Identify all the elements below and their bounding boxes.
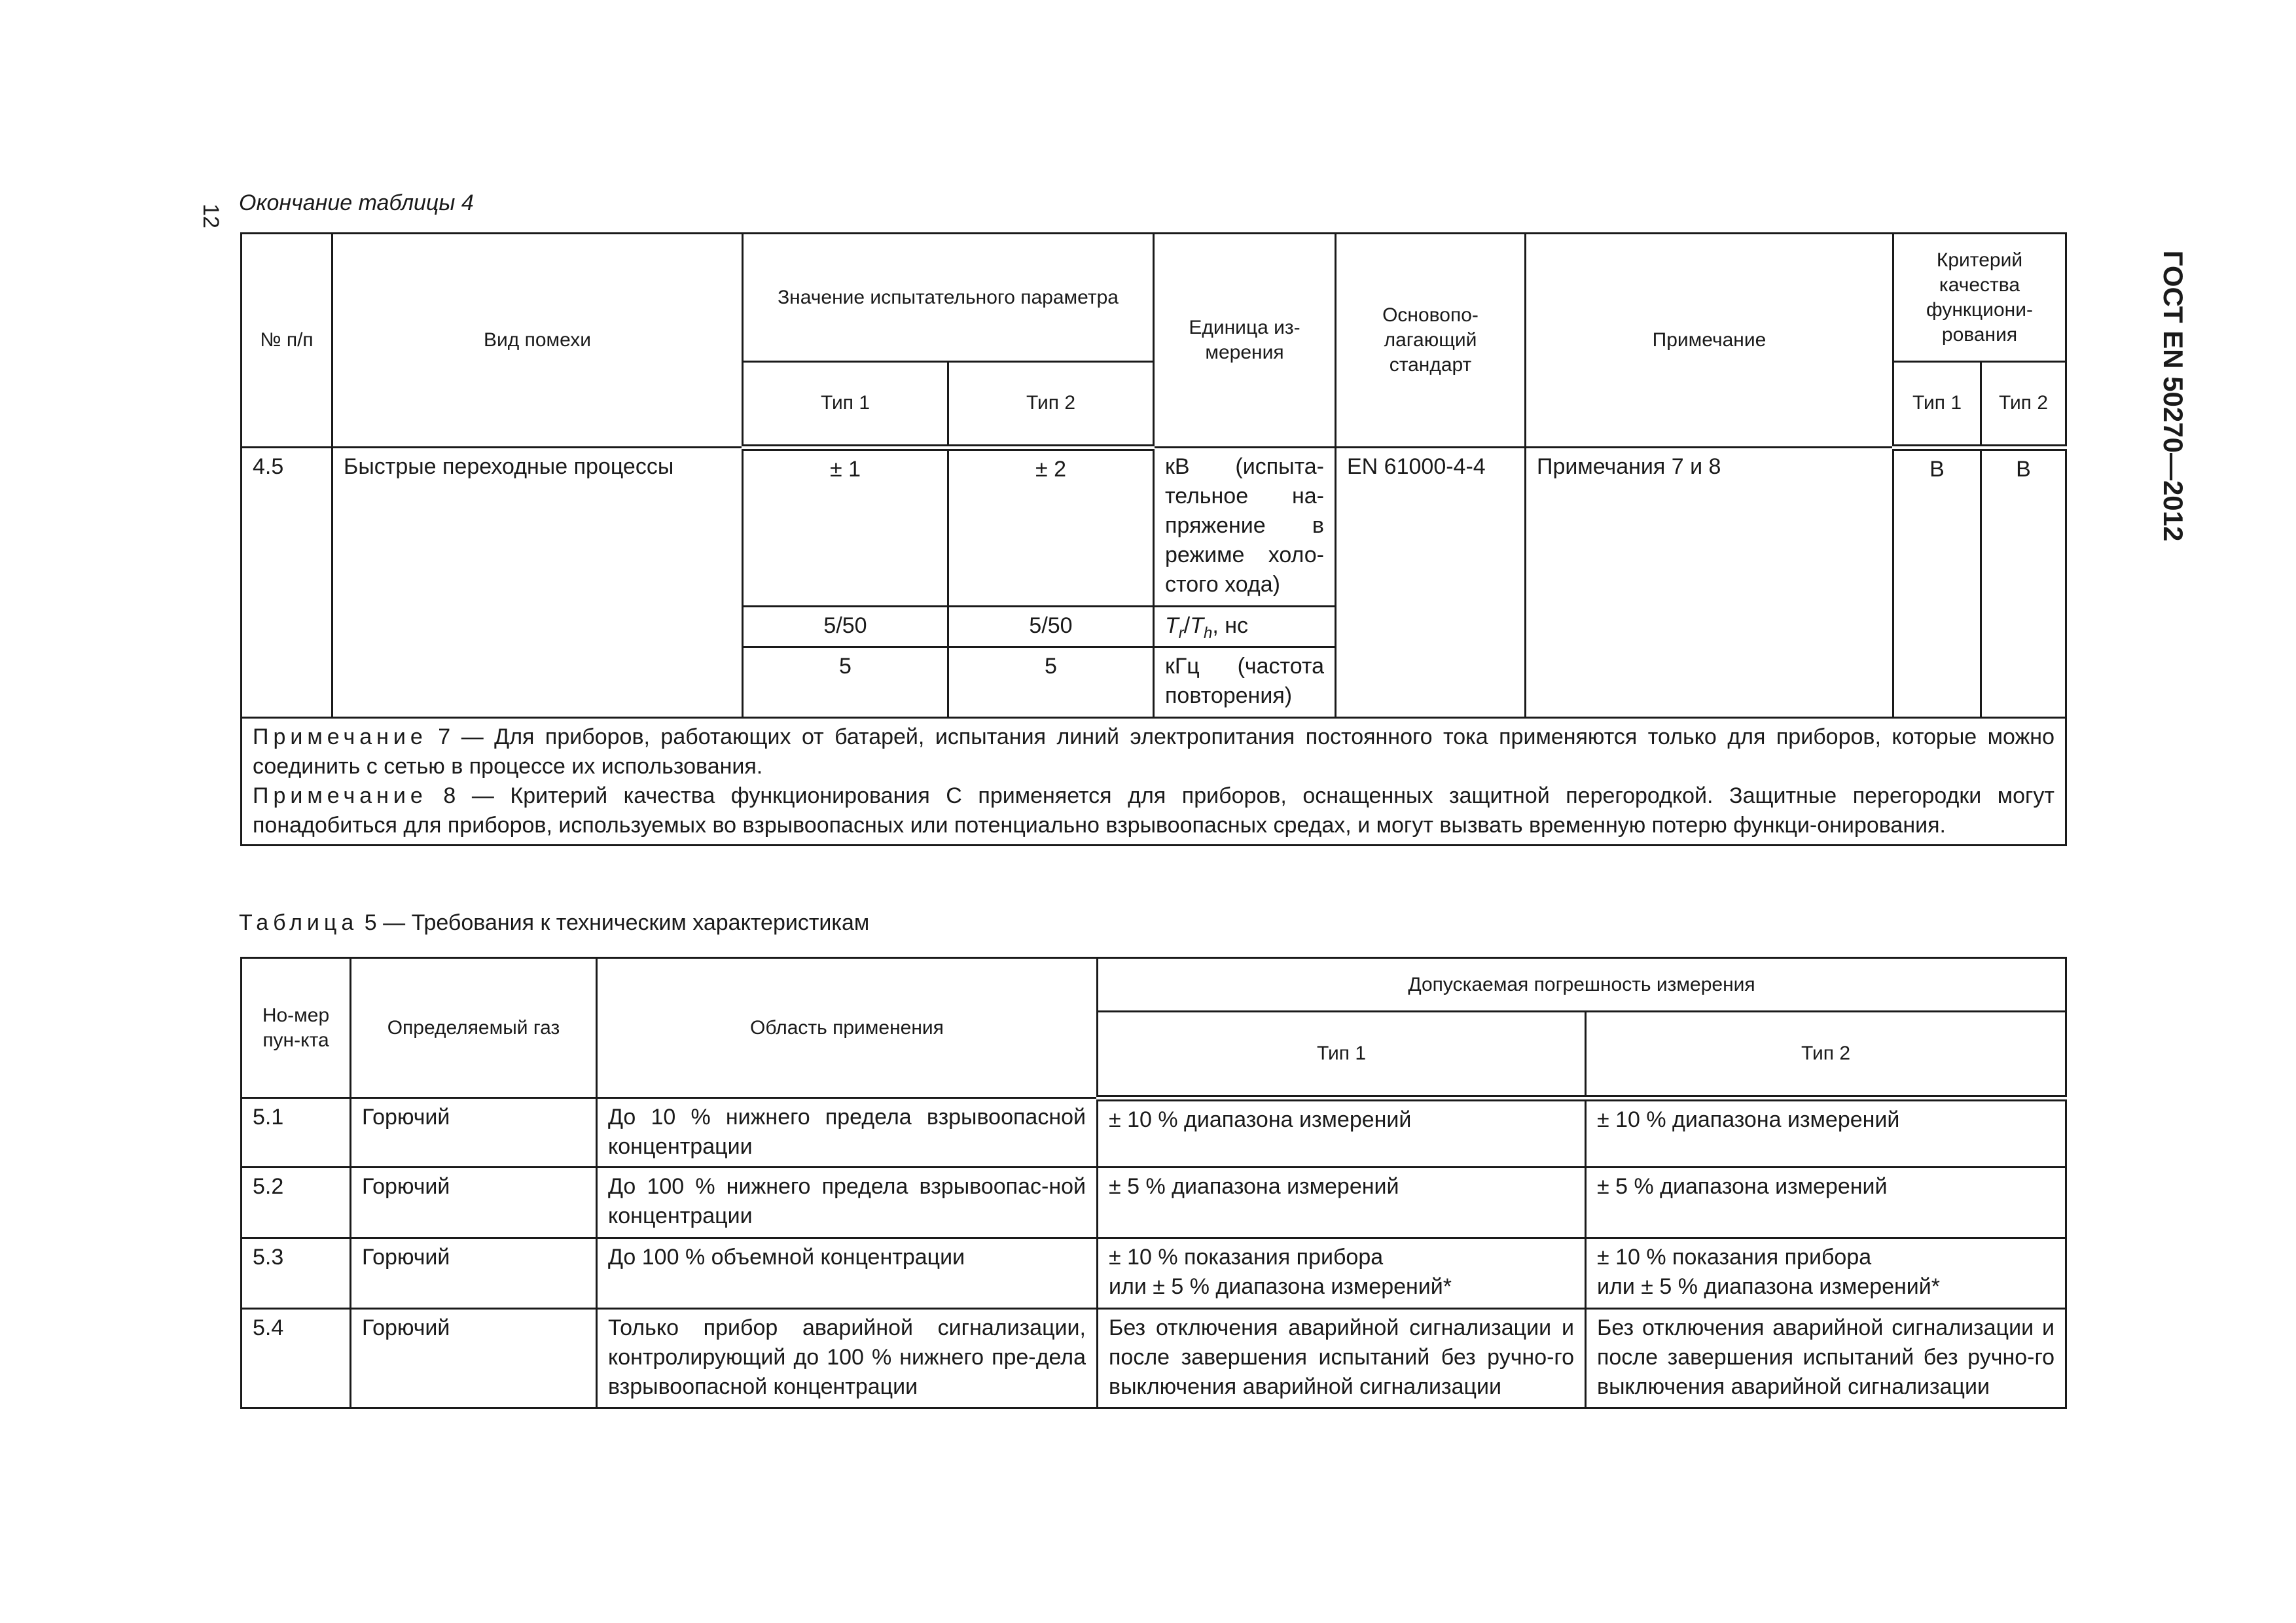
table5-caption-number: 5 <box>364 910 377 935</box>
header-no: № п/п <box>242 234 332 448</box>
header-value-type2: Тип 2 <box>948 362 1154 448</box>
header-application-area: Область применения <box>597 958 1098 1098</box>
note-text: — Для приборов, работающих от батарей, испытания линий электропитания постоянного тока применяются только для приборов, которые можно соединить с сетью в процессе их использования. <box>253 724 2054 779</box>
header-standard: Основопо-лагающий стандарт <box>1336 234 1526 448</box>
header-unit: Единица из-мерения <box>1154 234 1336 448</box>
note-number: 7 <box>438 724 451 749</box>
note-text: — Критерий качества функционирования С применяется для приборов, оснащенных защитной перегородкой. Защитные перегородки могут понадобиться для приборов, используемых во взрывоопасных или потенциально взрывоопасных средах, и могут вызвать временную потерю функци-онирования. <box>253 783 2055 838</box>
row-standard: EN 61000-4-4 <box>1336 448 1526 718</box>
page-number: 12 <box>198 204 223 228</box>
value-type2: 5/50 <box>948 607 1154 647</box>
row-note: Примечания 7 и 8 <box>1526 448 1893 718</box>
table4-caption: Окончание таблицы 4 <box>239 190 474 215</box>
error-type1: ± 10 % показания прибора или ± 5 % диапазона измерений* <box>1098 1238 1586 1309</box>
unit-suffix: , нс <box>1212 613 1249 638</box>
table5-caption <box>239 910 869 936</box>
table-row <box>242 1309 2066 1408</box>
error-type2: Без отключения аварийной сигнализации и после завершения испытаний без ручно-го выключения аварийной сигнализации <box>1586 1309 2066 1408</box>
gas: Горючий <box>351 1098 597 1168</box>
header-criteria: Критерий качества функциони-рования <box>1893 234 2066 362</box>
table-row <box>242 1098 2066 1168</box>
table-row <box>242 1238 2066 1309</box>
unit-khz: кГц (частота повторения) <box>1154 647 1336 718</box>
table-row <box>242 1168 2066 1238</box>
unit-kv: кВ (испыта-тельное на-пряжение в режиме холо-стого хода) <box>1154 448 1336 607</box>
table4-notes <box>242 718 2066 846</box>
unit-rise-time <box>1154 607 1336 647</box>
note-label: Примечание <box>253 783 427 808</box>
item-number: 5.3 <box>242 1238 351 1309</box>
header-permissible-error: Допускаемая погрешность измерения <box>1098 958 2066 1012</box>
note-number: 8 <box>443 783 456 808</box>
header-criteria-type1: Тип 1 <box>1893 362 1981 448</box>
application-area: До 100 % объемной концентрации <box>597 1238 1098 1309</box>
header-test-value: Значение испытательного параметра <box>743 234 1154 362</box>
header-error-type1: Тип 1 <box>1098 1012 1586 1098</box>
symbol-t: T <box>1190 613 1204 638</box>
header-value-type1: Тип 1 <box>743 362 948 448</box>
error-type1: Без отключения аварийной сигнализации и после завершения испытаний без ручно-го выключения аварийной сигнализации <box>1098 1309 1586 1408</box>
table4 <box>240 232 2067 846</box>
value-type2: ± 2 <box>948 448 1154 607</box>
error-type1: ± 10 % диапазона измерений <box>1098 1098 1586 1168</box>
row-criteria-type1: В <box>1893 448 1981 718</box>
error-type2: ± 10 % диапазона измерений <box>1586 1098 2066 1168</box>
header-error-type2: Тип 2 <box>1586 1012 2066 1098</box>
note-7 <box>253 722 2054 781</box>
error-type1: ± 5 % диапазона измерений <box>1098 1168 1586 1238</box>
item-number: 5.4 <box>242 1309 351 1408</box>
note-8 <box>253 781 2054 840</box>
application-area: До 10 % нижнего предела взрывоопасной концентрации <box>597 1098 1098 1168</box>
item-number: 5.2 <box>242 1168 351 1238</box>
subscript-h: h <box>1204 624 1213 642</box>
gas: Горючий <box>351 1168 597 1238</box>
application-area: До 100 % нижнего предела взрывоопас-ной концентрации <box>597 1168 1098 1238</box>
header-criteria-type2: Тип 2 <box>1981 362 2066 448</box>
value-type1: ± 1 <box>743 448 948 607</box>
item-number: 5.1 <box>242 1098 351 1168</box>
gas: Горючий <box>351 1309 597 1408</box>
header-item-number: Но-мер пун-кта <box>242 958 351 1098</box>
table5-caption-label: Таблица <box>239 910 359 935</box>
symbol-t: T <box>1165 613 1179 638</box>
document-code: ГОСТ EN 50270—2012 <box>2158 250 2189 542</box>
application-area: Только прибор аварийной сигнализации, контролирующий до 100 % нижнего пре-дела взрывоопасной концентрации <box>597 1309 1098 1408</box>
table5 <box>240 957 2067 1409</box>
header-note: Примечание <box>1526 234 1893 448</box>
value-type2: 5 <box>948 647 1154 718</box>
value-type1: 5 <box>743 647 948 718</box>
header-detected-gas: Определяемый газ <box>351 958 597 1098</box>
value-type1: 5/50 <box>743 607 948 647</box>
slash: / <box>1183 613 1191 638</box>
error-type2: ± 5 % диапазона измерений <box>1586 1168 2066 1238</box>
subscript-r: r <box>1178 624 1184 642</box>
gas: Горючий <box>351 1238 597 1309</box>
row-criteria-type2: В <box>1981 448 2066 718</box>
row-no: 4.5 <box>242 448 332 718</box>
error-type2: ± 10 % показания прибора или ± 5 % диапазона измерений* <box>1586 1238 2066 1309</box>
table5-caption-text: — Требования к техническим характеристикам <box>383 910 870 935</box>
note-label: Примечание <box>253 724 427 749</box>
row-interference-type: Быстрые переходные процессы <box>332 448 743 718</box>
header-interference-type: Вид помехи <box>332 234 743 448</box>
